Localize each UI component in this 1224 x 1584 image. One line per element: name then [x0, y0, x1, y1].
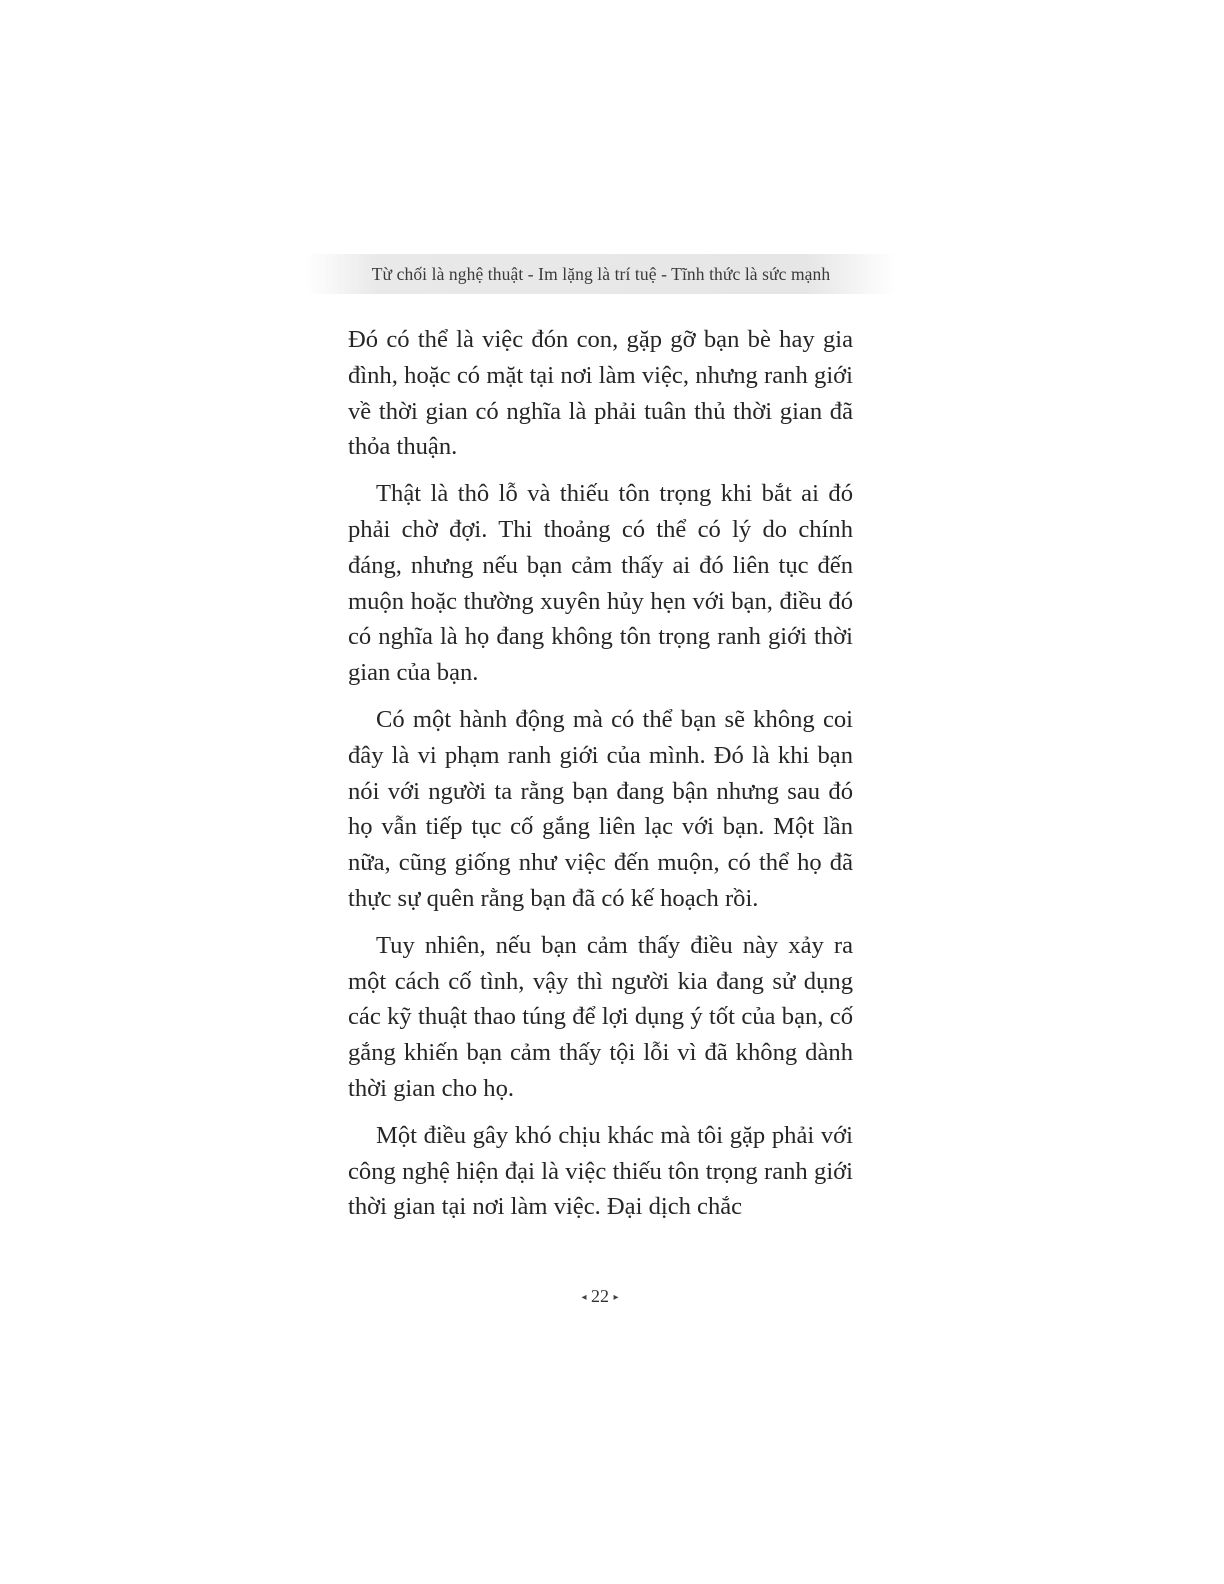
running-header — [306, 254, 896, 294]
paragraph-5: Một điều gây khó chịu khác mà tôi gặp phải với công nghệ hiện đại là việc thiếu tôn trọng ranh giới thời gian tại nơi làm việc. Đại dịch chắc — [348, 1121, 853, 1221]
page-body — [348, 322, 853, 1236]
page-number: 22 — [591, 1286, 609, 1306]
paragraph-1: Đó có thể là việc đón con, gặp gỡ bạn bè hay gia đình, hoặc có mặt tại nơi làm việc, nhưng ranh giới về thời gian có nghĩa là phải tuân thủ thời gian đã thỏa thuận. — [348, 326, 853, 461]
page-number-footer — [0, 1286, 1200, 1307]
right-arrow-icon: ▸ — [613, 1292, 619, 1303]
left-arrow-icon: ◂ — [581, 1292, 587, 1303]
paragraph-3: Có một hành động mà có thể bạn sẽ không coi đây là vi phạm ranh giới của mình. Đó là khi bạn nói với người ta rằng bạn đang bận nhưng sau đó họ vẫn tiếp tục cố gắng liên lạc với bạn. Một lần nữa, cũng giống như việc đến muộn, có thể họ đã thực sự quên rằng bạn đã có kế hoạch rồi. — [348, 705, 853, 912]
running-header-title: Từ chối là nghệ thuật - Im lặng là trí tuệ - Tĩnh thức là sức mạnh — [371, 264, 831, 284]
paragraph-2: Thật là thô lỗ và thiếu tôn trọng khi bắt ai đó phải chờ đợi. Thi thoảng có thể có lý do chính đáng, nhưng nếu bạn cảm thấy ai đó liên tục đến muộn hoặc thường xuyên hủy hẹn với bạn, điều đó có nghĩa là họ đang không tôn trọng ranh giới thời gian của bạn. — [348, 480, 853, 687]
paragraph-4: Tuy nhiên, nếu bạn cảm thấy điều này xảy ra một cách cố tình, vậy thì người kia đang sử dụng các kỹ thuật thao túng để lợi dụng ý tốt của bạn, cố gắng khiến bạn cảm thấy tội lỗi vì đã không dành thời gian cho họ. — [348, 931, 853, 1102]
